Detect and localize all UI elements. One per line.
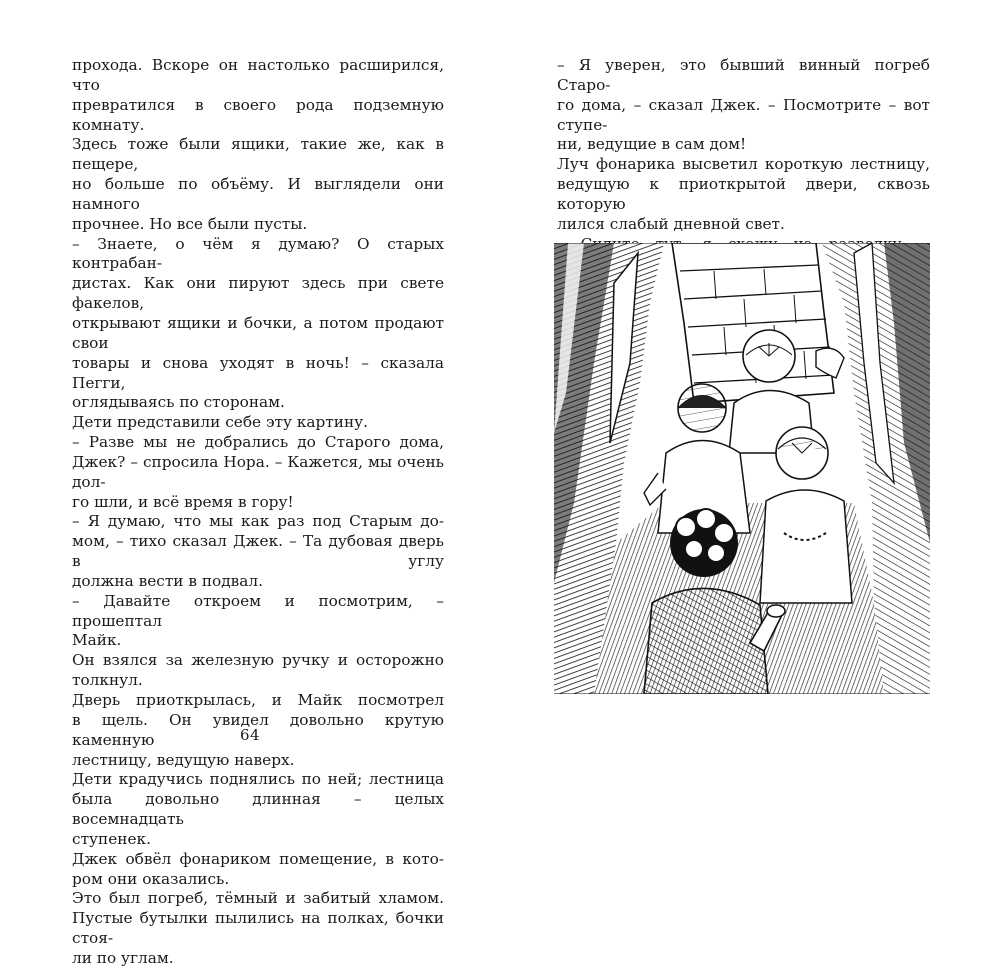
text-line: Луч фонарика высветил короткую лестницу, <box>557 155 930 174</box>
right-page <box>500 0 1000 794</box>
text-line: в щель. Он увидел довольно крутую каменную <box>72 710 444 749</box>
text-line: Он взялся за железную ручку и осторожно <box>72 651 444 670</box>
text-line: го дома, – сказал Джек. – Посмотрите – вот ступе- <box>557 95 930 134</box>
text-line: прохода. Вскоре он настолько расширился, что <box>72 56 444 94</box>
text-line: – Я думаю, что мы как раз под Старым до- <box>72 512 444 531</box>
text-line: товары и снова уходят в ночь! – сказала Пегги, <box>72 353 444 392</box>
text-line: – Разве мы не добрались до Старого дома, <box>72 433 444 452</box>
text-line: Здесь тоже были ящики, такие же, как в пещере, <box>72 135 444 174</box>
text-line: Джек? – спросила Нора. – Кажется, мы очень дол- <box>72 452 444 491</box>
text-line: – Давайте откроем и посмотрим, – прошептал <box>72 591 444 630</box>
text-line: Это был погреб, тёмный и забитый хламом. <box>72 889 444 908</box>
page-number: 64 <box>239 726 261 744</box>
text-line: го шли, и всё время в гору! <box>72 492 294 511</box>
text-line: Джек обвёл фонариком помещение, в кото- <box>72 849 444 868</box>
text-line: лился слабый дневной свет. <box>557 214 785 233</box>
text-line: ром они оказались. <box>72 869 230 888</box>
text-line: была довольно длинная – целых восемнадцать <box>72 790 444 829</box>
text-line: открывают ящики и бочки, а потом продают свои <box>72 313 444 352</box>
text-line: превратился в своего рода подземную комнату. <box>72 95 444 134</box>
text-line: ступенек. <box>72 829 151 848</box>
text-line: но больше по объёму. И выглядели они намного <box>72 175 444 213</box>
illustration-children-on-stairs <box>554 243 930 694</box>
left-page-text <box>72 56 444 969</box>
text-line: – Я уверен, это бывший винный погреб Старо- <box>557 56 930 94</box>
text-line: мом, – тихо сказал Джек. – Та дубовая дверь в углу <box>72 532 444 571</box>
text-line: ни, ведущие в сам дом! <box>557 135 747 154</box>
text-line: – Знаете, о чём я думаю? О старых контрабан- <box>72 234 444 273</box>
text-line: ли по углам. <box>72 948 174 967</box>
text-line: Дети крадучись поднялись по ней; лестница <box>72 770 444 789</box>
text-line: Пустые бутылки пылились на полках, бочки стоя- <box>72 909 444 948</box>
left-page <box>0 0 500 967</box>
text-line: Дверь приоткрылась, и Майк посмотрел <box>72 691 444 709</box>
text-line: ведущую к приоткрытой двери, сквозь которую <box>557 175 930 213</box>
text-line: должна вести в подвал. <box>72 571 263 590</box>
text-line: лестницу, ведущую наверх. <box>72 750 295 769</box>
text-line: толкнул. <box>72 671 143 690</box>
text-line: оглядываясь по сторонам. <box>72 393 285 412</box>
text-line: дистах. Как они пируют здесь при свете факелов, <box>72 274 444 313</box>
text-line: Дети представили себе эту картину. <box>72 413 369 432</box>
text-line: прочнее. Но все были пусты. <box>72 214 308 233</box>
text-line: Майк. <box>72 631 122 650</box>
